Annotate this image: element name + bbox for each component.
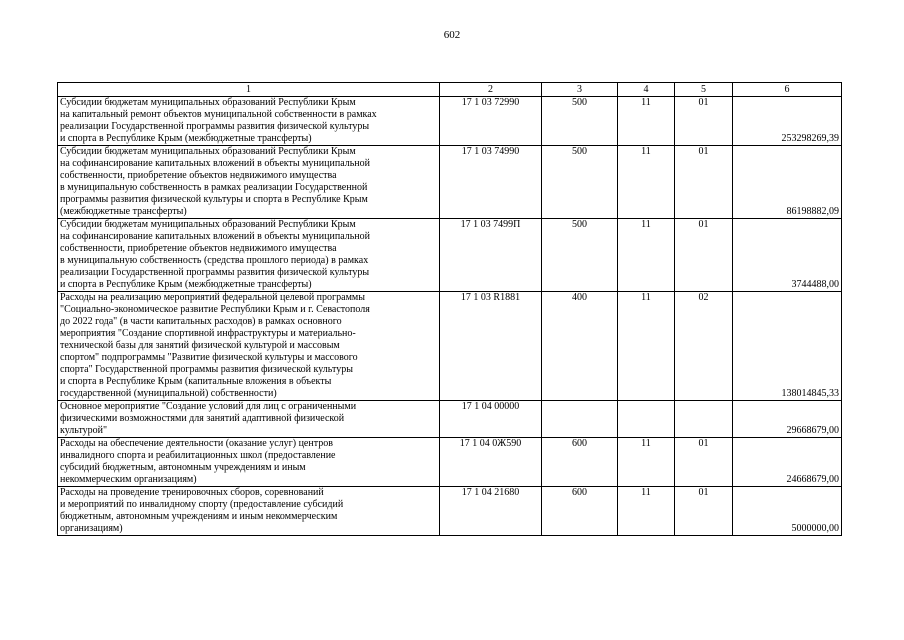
row-amount: 29668679,00	[733, 401, 842, 438]
row-description: Субсидии бюджетам муниципальных образований Республики Крым на софинансирование капитальных вложений в объекты муниципальной собственности, приобретение объектов недвижимого имущества в муниципальную собственность (средства прошлого периода) в рамках реализации Государственной программы развития физической культуры и спорта в Республике Крым (межбюджетные трансферты)	[58, 219, 440, 292]
header-cell: 1	[58, 83, 440, 97]
row-code: 17 1 03 7499П	[440, 219, 542, 292]
table-row	[58, 97, 842, 146]
row-amount: 138014845,33	[733, 292, 842, 401]
row-col3: 500	[542, 97, 618, 146]
row-col4: 11	[618, 438, 675, 487]
row-description: Расходы на обеспечение деятельности (оказание услуг) центров инвалидного спорта и реабилитационных школ (предоставление субсидий бюджетным, автономным учреждениям и иным некоммерческим организациям)	[58, 438, 440, 487]
row-description: Субсидии бюджетам муниципальных образований Республики Крым на софинансирование капитальных вложений в объекты муниципальной собственности, приобретение объектов недвижимого имущества в муниципальную собственность в рамках реализации Государственной программы развития физической культуры и спорта в Республике Крым (межбюджетные трансферты)	[58, 146, 440, 219]
row-col3	[542, 401, 618, 438]
row-col5: 01	[675, 487, 733, 536]
row-code: 17 1 03 R1881	[440, 292, 542, 401]
header-row	[58, 83, 842, 97]
row-description: Расходы на реализацию мероприятий федеральной целевой программы "Социально-экономическое развитие Республики Крым и г. Севастополя до 2022 года" (в части капитальных расходов) в рамках основного мероприятия "Создание спортивной инфраструктуры и материально- технической базы для занятий физической культурой и массовым спортом" подпрограммы "Развитие физической культуры и массового спорта" Государственной программы развития физической культуры и спорта в Республике Крым (капитальные вложения в объекты государственной (муниципальной) собственности)	[58, 292, 440, 401]
page-number: 602	[443, 29, 461, 41]
table-row	[58, 487, 842, 536]
table-row	[58, 292, 842, 401]
row-col4	[618, 401, 675, 438]
header-cell: 2	[440, 83, 542, 97]
row-col4: 11	[618, 146, 675, 219]
header-cell: 6	[733, 83, 842, 97]
header-cell: 5	[675, 83, 733, 97]
row-col3: 400	[542, 292, 618, 401]
row-amount: 86198882,09	[733, 146, 842, 219]
header-cell: 4	[618, 83, 675, 97]
row-amount: 5000000,00	[733, 487, 842, 536]
table-row	[58, 401, 842, 438]
row-col5: 01	[675, 219, 733, 292]
row-description: Основное мероприятие "Создание условий для лиц с ограниченными физическими возможностями для занятий адаптивной физической культурой"	[58, 401, 440, 438]
row-col4: 11	[618, 97, 675, 146]
row-amount: 253298269,39	[733, 97, 842, 146]
row-description: Субсидии бюджетам муниципальных образований Республики Крым на капитальный ремонт объектов муниципальной собственности в рамках реализации Государственной программы развития физической культуры и спорта в Республике Крым (межбюджетные трансферты)	[58, 97, 440, 146]
row-code: 17 1 04 0Ж590	[440, 438, 542, 487]
row-code: 17 1 04 00000	[440, 401, 542, 438]
table-row	[58, 146, 842, 219]
row-col5: 01	[675, 438, 733, 487]
row-col3: 500	[542, 219, 618, 292]
row-col5: 01	[675, 146, 733, 219]
row-code: 17 1 04 21680	[440, 487, 542, 536]
row-description: Расходы на проведение тренировочных сборов, соревнований и мероприятий по инвалидному спорту (предоставление субсидий бюджетным, автономным учреждениям и иным некоммерческим организациям)	[58, 487, 440, 536]
row-col5: 02	[675, 292, 733, 401]
row-col5: 01	[675, 97, 733, 146]
row-col5	[675, 401, 733, 438]
row-code: 17 1 03 72990	[440, 97, 542, 146]
row-col4: 11	[618, 292, 675, 401]
header-cell: 3	[542, 83, 618, 97]
table-row	[58, 438, 842, 487]
row-col4: 11	[618, 487, 675, 536]
row-col4: 11	[618, 219, 675, 292]
row-amount: 3744488,00	[733, 219, 842, 292]
row-col3: 600	[542, 438, 618, 487]
budget-table	[57, 82, 842, 536]
row-col3: 600	[542, 487, 618, 536]
row-col3: 500	[542, 146, 618, 219]
table-row	[58, 219, 842, 292]
row-amount: 24668679,00	[733, 438, 842, 487]
row-code: 17 1 03 74990	[440, 146, 542, 219]
